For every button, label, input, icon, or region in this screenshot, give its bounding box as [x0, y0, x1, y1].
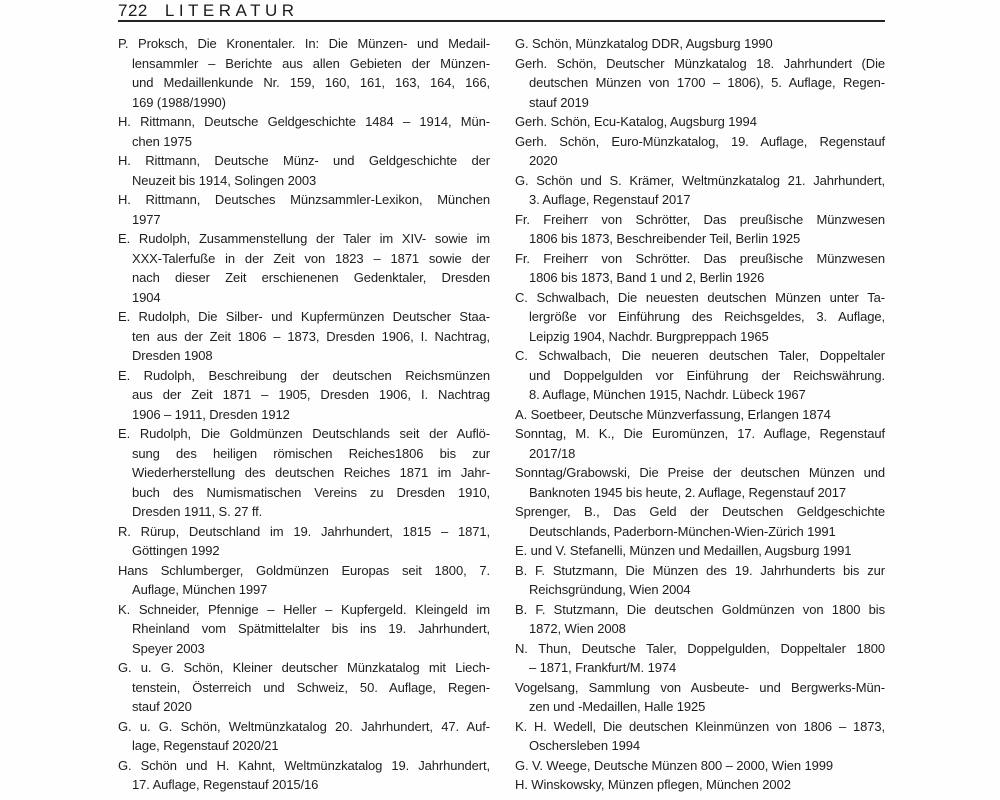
bib-entry-line: 8. Auflage, München 1915, Nachdr. Lübeck 1967: [529, 387, 806, 402]
bib-entry-line: Dresden 1911, S. 27 ff.: [132, 504, 263, 519]
bib-entry-line: ten aus der Zeit 1806 – 1873, Dresden 1906, I. Nachtrag,: [132, 328, 490, 344]
bib-entry-line: A. Soetbeer, Deutsche Münzverfassung, Erlangen 1874: [515, 406, 831, 422]
bib-entry-line: tenstein, Österreich und Schweiz, 50. Auflage, Regen-: [132, 679, 490, 695]
bib-entry-line: 1904: [132, 289, 161, 305]
bib-entry: [515, 171, 885, 210]
bib-entry: [118, 658, 490, 717]
bib-entry-line: G. u. G. Schön, Kleiner deutscher Münzkatalog mit Liech-: [118, 660, 490, 675]
bib-entry-line: – 1871, Frankfurt/M. 1974: [529, 660, 677, 675]
bib-entry-line: Göttingen 1992: [132, 543, 220, 558]
bib-entry-line: Oschersleben 1994: [529, 738, 641, 753]
bib-entry-line: deutschen Münzen von 1700 – 1806), 5. Auflage, Regen-: [529, 75, 885, 90]
bib-entry-line: Reichsgründung, Wien 2004: [529, 582, 691, 597]
bib-entry-line: 1806 bis 1873, Band 1 und 2, Berlin 1926: [529, 270, 765, 285]
bib-entry-line: nach dieser Zeit erschienenen Gedenktaler, Dresden: [132, 270, 490, 285]
bib-entry: [118, 190, 490, 229]
bib-entry: [515, 288, 885, 347]
bib-entry-line: 3. Auflage, Regenstauf 2017: [529, 192, 691, 207]
bib-entry: [515, 210, 885, 249]
bib-entry-line: G. Schön und H. Kahnt, Weltmünzkatalog 19. Jahrhundert,: [118, 757, 490, 773]
bib-entry: [515, 541, 885, 561]
bib-entry-line: H. Rittmann, Deutsches Münzsammler-Lexikon, München: [118, 192, 490, 207]
bib-entry: [515, 561, 885, 600]
bib-entry: [118, 522, 490, 561]
bib-entry-line: 17. Auflage, Regenstauf 2015/16: [132, 777, 319, 792]
bib-entry: [118, 34, 490, 112]
bib-entry-line: Neuzeit bis 1914, Solingen 2003: [132, 172, 317, 188]
bib-entry-line: E. Rudolph, Zusammenstellung der Taler im XIV- sowie im: [118, 231, 490, 246]
bib-entry: [118, 717, 490, 756]
bib-entry: [118, 112, 490, 151]
bib-entry-line: K. Schneider, Pfennige – Heller – Kupfergeld. Kleingeld im: [118, 601, 490, 617]
bib-entry-line: Fr. Freiherr von Schrötter. Das preußische Münzwesen: [515, 250, 885, 266]
bib-entry: [515, 756, 885, 776]
bib-entry-line: lensammler – Berichte aus allen Gebieten der Münzen-: [132, 55, 490, 71]
header-rule: [118, 20, 885, 22]
bib-entry-line: Gerh. Schön, Deutscher Münzkatalog 18. Jahrhundert (Die: [515, 55, 885, 71]
right-column: [515, 34, 885, 795]
section-title: LITERATUR: [164, 1, 299, 20]
bib-entry-line: lage, Regenstauf 2020/21: [132, 738, 279, 753]
bib-entry-line: C. Schwalbach, Die neuesten deutschen Münzen unter Ta-: [515, 289, 885, 305]
bib-entry-line: zen und -Medaillen, Halle 1925: [529, 699, 706, 714]
bib-entry: [118, 756, 490, 795]
bib-entry-line: E. und V. Stefanelli, Münzen und Medaillen, Augsburg 1991: [515, 543, 852, 558]
bib-entry-line: G. V. Weege, Deutsche Münzen 800 – 2000, Wien 1999: [515, 757, 834, 773]
bib-entry-line: G. Schön und S. Krämer, Weltmünzkatalog 21. Jahrhundert,: [515, 172, 885, 188]
bib-entry: [515, 424, 885, 463]
bib-entry-line: Auflage, München 1997: [132, 582, 268, 597]
bib-entry-line: N. Thun, Deutsche Taler, Doppelgulden, Doppeltaler 1800: [515, 640, 885, 656]
bib-entry: [118, 366, 490, 425]
bib-entry-line: lergröße vor Einführung des Reichsgeldes, 3. Auflage,: [529, 309, 885, 324]
bib-entry: [515, 717, 885, 756]
bib-entry: [515, 775, 885, 795]
bibliography-columns: [118, 34, 885, 795]
bib-entry: [118, 307, 490, 366]
bib-entry: [515, 639, 885, 678]
bib-entry-line: E. Rudolph, Die Goldmünzen Deutschlands seit der Auflö-: [118, 426, 490, 441]
bib-entry: [515, 678, 885, 717]
bib-entry-line: H. Rittmann, Deutsche Münz- und Geldgeschichte der: [118, 153, 490, 168]
bib-entry-line: Banknoten 1945 bis heute, 2. Auflage, Regenstauf 2017: [529, 484, 847, 500]
bib-entry-line: 1906 – 1911, Dresden 1912: [132, 406, 290, 422]
bib-entry: [515, 54, 885, 113]
bib-entry-line: und Doppelgulden vor Einführung der Reichswährung.: [529, 367, 885, 383]
bib-entry-line: 1977: [132, 211, 161, 227]
bib-entry-line: Gerh. Schön, Ecu-Katalog, Augsburg 1994: [515, 114, 757, 129]
bib-entry-line: und Medaillenkunde Nr. 159, 160, 161, 163, 164, 166,: [132, 75, 490, 90]
bib-entry: [515, 132, 885, 171]
page-header: [118, 1, 299, 20]
bib-entry-line: B. F. Stutzmann, Die deutschen Goldmünzen von 1800 bis: [515, 601, 885, 617]
page-number: 722: [118, 1, 148, 20]
bib-entry-line: 2017/18: [529, 445, 576, 461]
bib-entry-line: B. F. Stutzmann, Die Münzen des 19. Jahrhunderts bis zur: [515, 562, 885, 578]
bib-entry-line: Sonntag/Grabowski, Die Preise der deutschen Münzen und: [515, 465, 885, 480]
bib-entry-line: R. Rürup, Deutschland im 19. Jahrhundert, 1815 – 1871,: [118, 523, 490, 539]
bib-entry-line: buch des Numismatischen Vereins zu Dresden 1910,: [132, 484, 490, 500]
bib-entry-line: Sprenger, B., Das Geld der Deutschen Geldgeschichte: [515, 504, 885, 519]
bib-entry-line: 1872, Wien 2008: [529, 621, 626, 636]
bib-entry-line: stauf 2019: [529, 94, 589, 110]
bib-entry-line: H. Rittmann, Deutsche Geldgeschichte 1484 – 1914, Mün-: [118, 114, 490, 129]
bib-entry: [515, 112, 885, 132]
bib-entry-line: chen 1975: [132, 133, 192, 149]
bib-entry-line: Rheinland vom Spätmittelalter bis ins 19. Jahrhundert,: [132, 621, 490, 636]
bib-entry-line: 169 (1988/1990): [132, 94, 226, 110]
bib-entry-line: Speyer 2003: [132, 640, 205, 656]
bib-entry: [515, 34, 885, 54]
bib-entry: [515, 346, 885, 405]
bib-entry-line: Dresden 1908: [132, 348, 213, 363]
bib-entry-line: Fr. Freiherr von Schrötter, Das preußische Münzwesen: [515, 211, 885, 227]
bib-entry-line: H. Winskowsky, Münzen pflegen, München 2002: [515, 777, 791, 792]
bib-entry: [118, 151, 490, 190]
bib-entry: [515, 405, 885, 425]
bib-entry-line: E. Rudolph, Beschreibung der deutschen Reichsmünzen: [118, 367, 490, 383]
bib-entry-line: Deutschlands, Paderborn-München-Wien-Zürich 1991: [529, 523, 836, 539]
bib-entry: [515, 502, 885, 541]
bib-entry-line: aus der Zeit 1871 – 1905, Dresden 1906, I. Nachtrag: [132, 387, 490, 402]
bib-entry-line: P. Proksch, Die Kronentaler. In: Die Münzen- und Medail-: [118, 36, 490, 51]
bib-entry-line: Vogelsang, Sammlung von Ausbeute- und Bergwerks-Mün-: [515, 679, 885, 695]
bib-entry-line: Gerh. Schön, Euro-Münzkatalog, 19. Auflage, Regenstauf: [515, 133, 885, 149]
bib-entry-line: Wiederherstellung des deutschen Reiches 1871 im Jahr-: [132, 465, 490, 480]
bib-entry: [118, 561, 490, 600]
bib-entry-line: Hans Schlumberger, Goldmünzen Europas seit 1800, 7.: [118, 562, 490, 578]
bib-entry: [118, 600, 490, 659]
bib-entry: [118, 229, 490, 307]
left-column: [118, 34, 490, 795]
bib-entry: [515, 600, 885, 639]
bib-entry-line: Sonntag, M. K., Die Euromünzen, 17. Auflage, Regenstauf: [515, 426, 885, 441]
bib-entry-line: K. H. Wedell, Die deutschen Kleinmünzen von 1806 – 1873,: [515, 718, 885, 734]
bib-entry: [515, 249, 885, 288]
bib-entry-line: XXX-Talerfuße in der Zeit von 1823 – 1871 sowie der: [132, 250, 490, 266]
bib-entry-line: C. Schwalbach, Die neueren deutschen Taler, Doppeltaler: [515, 348, 885, 363]
bib-entry: [118, 424, 490, 522]
bib-entry-line: G. Schön, Münzkatalog DDR, Augsburg 1990: [515, 36, 773, 51]
bib-entry: [515, 463, 885, 502]
bib-entry-line: sung des heiligen römischen Reiches1806 bis zur: [132, 445, 490, 461]
bib-entry-line: G. u. G. Schön, Weltmünzkatalog 20. Jahrhundert, 47. Auf-: [118, 718, 490, 734]
bib-entry-line: Leipzig 1904, Nachdr. Burgpreppach 1965: [529, 328, 769, 344]
bib-entry-line: 2020: [529, 153, 558, 168]
bib-entry-line: E. Rudolph, Die Silber- und Kupfermünzen Deutscher Staa-: [118, 309, 490, 324]
bib-entry-line: 1806 bis 1873, Beschreibender Teil, Berlin 1925: [529, 231, 801, 246]
bib-entry-line: stauf 2020: [132, 699, 192, 714]
